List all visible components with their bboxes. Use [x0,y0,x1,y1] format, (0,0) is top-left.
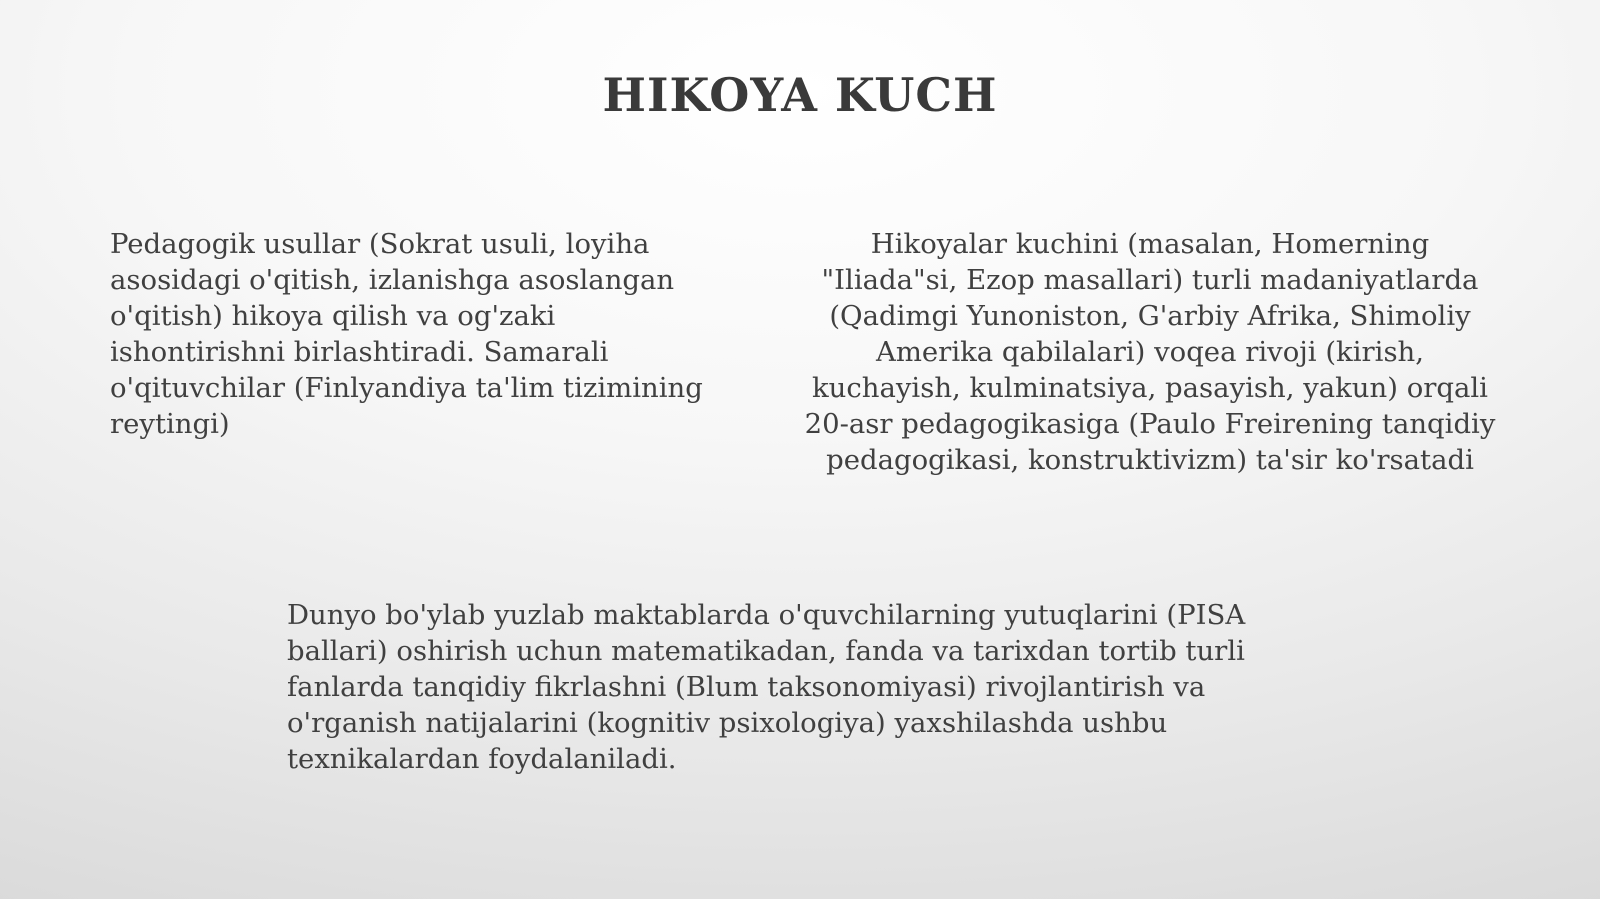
right-text-block: Hikoyalar kuchini (masalan, Homerning "Iliada"si, Ezop masallari) turli madaniyatlarda (Qadimgi Yunoniston, G'arbiy Afrika, Shimoliy Amerika qabilalari) voqea rivoji (kirish, kuchayish, kulminatsiya, pasayish, yakun) orqali 20-asr pedagogikasiga (Paulo Freirening tanqidiy pedagogikasi, konstruktivizm) ta'sir ko'rsatadi [804,228,1496,476]
bottom-text-block: Dunyo bo'ylab yuzlab maktablarda o'quvchilarning yutuqlarini (PISA ballari) oshirish uchun matematikadan, fanda va tarixdan tortib turli fanlarda tanqidiy fikrlashni (Blum taksonomiyasi) rivojlantirish va o'rganish natijalarini (kognitiv psixologiya) yaxshilashda ushbu texnikalardan foydalaniladi. [287,599,1246,775]
slide-title: HIKOYA KUCH [602,68,998,122]
left-text-block: Pedagogik usullar (Sokrat usuli, loyiha asosidagi o'qitish, izlanishga asoslangan o'qitish) hikoya qilish va og'zaki ishontirishni birlashtiradi. Samarali o'qituvchilar (Finlyandiya ta'lim tizimining reytingi) [110,228,703,440]
